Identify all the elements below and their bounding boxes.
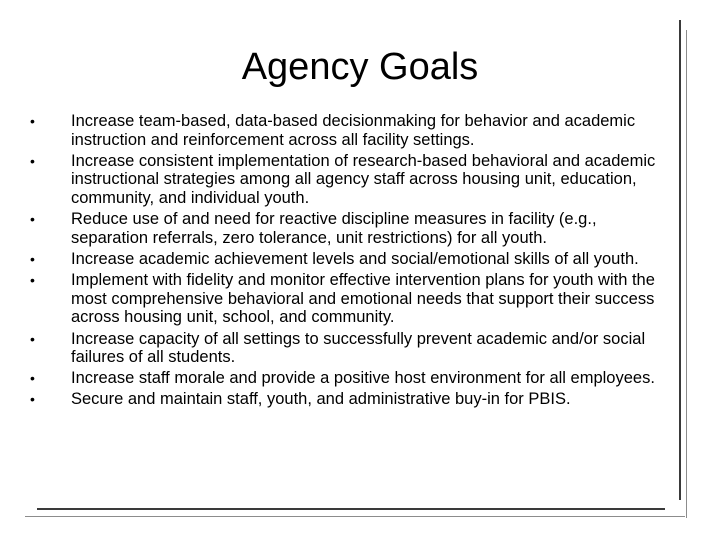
list-item (29, 390, 674, 409)
list-item-text: Increase team-based, data-based decisionmaking for behavior and academic instruction and reinforcement across all facility settings. (71, 112, 636, 149)
bullet-icon: • (30, 250, 35, 267)
goals-list (29, 112, 674, 412)
list-item (29, 369, 674, 388)
list-item-text: Increase academic achievement levels and social/emotional skills of all youth. (71, 249, 639, 268)
bullet-icon: • (30, 113, 35, 129)
list-item (29, 271, 674, 327)
list-item-text: Secure and maintain staff, youth, and administrative buy-in for PBIS. (71, 390, 571, 409)
list-item (29, 210, 674, 247)
decorative-horizontal-rule-thin (25, 516, 685, 517)
decorative-vertical-rule-thin (686, 30, 687, 518)
bullet-icon: • (30, 370, 35, 387)
list-item (29, 330, 674, 367)
bullet-icon: • (30, 330, 35, 347)
list-item-text: Reduce use of and need for reactive discipline measures in facility (e.g., separation referrals, zero tolerance, unit restrictions) for all youth. (71, 210, 597, 247)
bullet-icon: • (30, 272, 35, 289)
decorative-vertical-rule (679, 20, 681, 500)
bullet-icon: • (30, 391, 35, 408)
list-item (29, 152, 674, 208)
bullet-icon: • (30, 211, 35, 228)
decorative-horizontal-rule (37, 508, 665, 510)
list-item-text: Implement with fidelity and monitor effective intervention plans for youth with the most comprehensive behavioral and emotional needs that support their success across housing unit, school, and community. (71, 271, 655, 327)
list-item-text: Increase consistent implementation of research-based behavioral and academic instructional strategies among all agency staff across housing unit, education, community, and individual youth. (71, 151, 656, 207)
bullet-icon: • (30, 152, 35, 169)
list-item-text: Increase staff morale and provide a positive host environment for all employees. (71, 369, 655, 388)
list-item (29, 112, 674, 149)
slide-title: Agency Goals (241, 46, 479, 88)
list-item (29, 250, 674, 269)
list-item-text: Increase capacity of all settings to successfully prevent academic and/or social failures of all students. (71, 329, 646, 367)
